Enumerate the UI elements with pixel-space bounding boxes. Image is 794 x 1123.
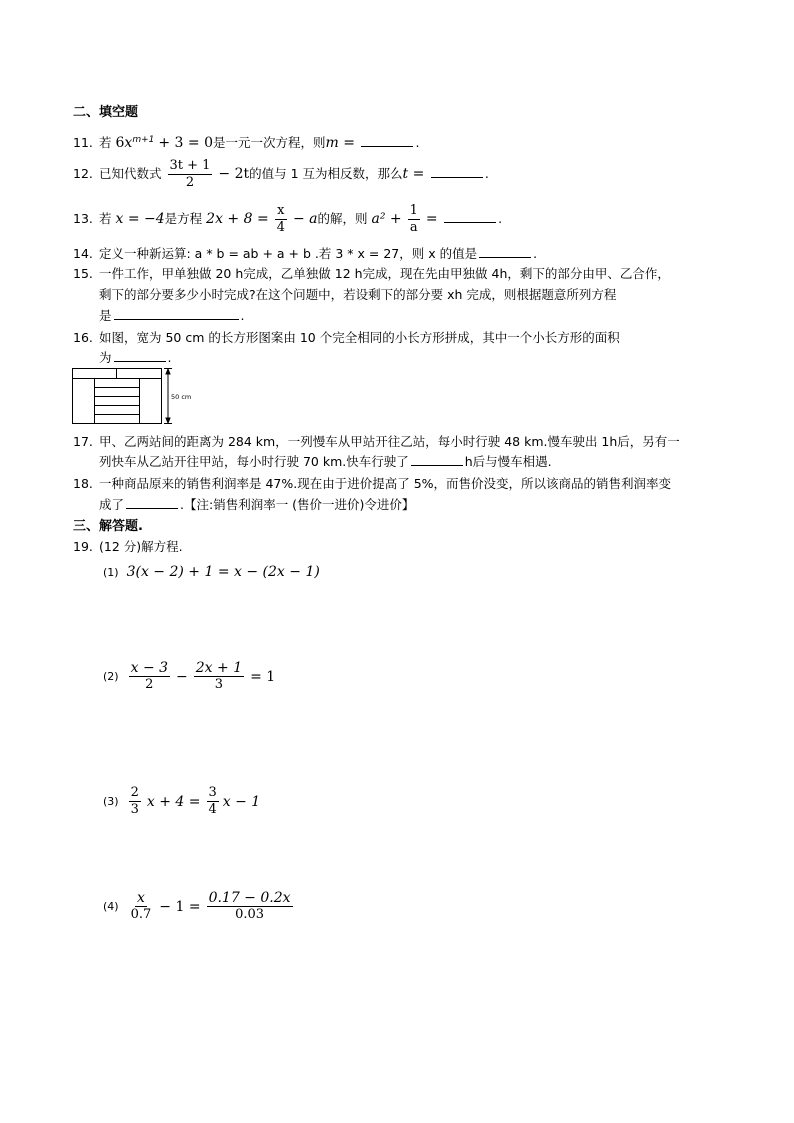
fraction: $\frac{x - 3}{2}$ (130, 660, 169, 692)
section-title-fill: 二、填空题 (73, 105, 139, 120)
question-17: 17. 甲、乙两站间的距离为 284 km，一列慢车从甲站开往乙站，每小时行驶 48 km.慢车驶出 1h后，另有一 (73, 434, 680, 449)
question-11: 11. 若 $6x^{m+1} + 3 = 0$是一元一次方程，则m = . (73, 130, 733, 154)
question-14: 14. 定义一种新运算: a * b = ab + a + b .若 3 * x = 27，则 x 的值是 . (73, 243, 733, 264)
fraction: $\frac{3}{4}$ (208, 785, 217, 817)
answer-blank[interactable] (361, 132, 413, 147)
fraction: $\frac{x}{4}$ (276, 203, 285, 235)
fraction: $\frac{2}{3}$ (130, 785, 139, 817)
rectangle-pattern-figure (72, 368, 202, 426)
question-15: 15. 一件工作，甲单独做 20 h完成，乙单独做 12 h完成，现在先由甲独做 4h，剩下的部分由甲、乙合作， (73, 266, 670, 281)
question-15-line3: 是 . (99, 305, 245, 326)
question-18: 18. 一种商品原来的销售利润率是 47%.现在由于进价提高了 5%，而售价没变，所以该商品的销售利润率变 (73, 476, 672, 491)
section-title-solve: 三、解答题. (73, 519, 143, 534)
figure-width-label: 50 cm (171, 393, 192, 401)
answer-blank[interactable] (479, 243, 531, 258)
question-18-line2: 成了 .【注:销售利润率一 (售价一进价)令进价】 (99, 494, 414, 515)
answer-blank[interactable] (126, 494, 178, 509)
answer-blank[interactable] (431, 163, 483, 178)
equation-4: (4) $\frac{x}{0.7}$ − 1 = $\frac{0.17 - 0.2x}{0.03}$ (103, 890, 291, 922)
question-13: 13. 若 x = −4是方程 2x + 8 = $\frac{x}{4}$ − a的解，则 a² + $\frac{1}{a}$ = . (73, 203, 503, 235)
fraction: $\frac{0.17 - 0.2x}{0.03}$ (208, 890, 291, 922)
fraction: $\frac{2x + 1}{3}$ (195, 660, 243, 692)
question-12: 12. 已知代数式 $\frac{3t + 1}{2}$ − 2t的值与 1 互为相反数，那么t = . (73, 158, 489, 190)
equation-1: (1) 3(x − 2) + 1 = x − (2x − 1) (103, 564, 320, 580)
question-16: 16. 如图，宽为 50 cm 的长方形图案由 10 个完全相同的小长方形拼成，其中一个小长方形的面积 (73, 330, 620, 345)
fraction: $\frac{3t + 1}{2}$ (169, 158, 211, 190)
question-19: 19. (12 分)解方程. (73, 539, 183, 554)
question-15-line2: 剩下的部分要多少小时完成?在这个问题中，若设剩下的部分要 xh 完成，则根据题意所列方程 (99, 287, 617, 302)
question-16-line2: 为 . (99, 347, 172, 368)
answer-blank[interactable] (444, 208, 496, 223)
fraction: $\frac{x}{0.7}$ (130, 890, 152, 922)
question-17-line2: 列快车从乙站开往甲站，每小时行驶 70 km.快车行驶了 h后与慢车相遇. (99, 451, 552, 472)
answer-blank[interactable] (114, 305, 239, 320)
fraction: $\frac{1}{a}$ (409, 203, 418, 235)
answer-blank[interactable] (114, 347, 166, 362)
equation-3: (3) $\frac{2}{3}$ x + 4 = $\frac{3}{4}$ x − 1 (103, 785, 261, 817)
answer-blank[interactable] (411, 451, 463, 466)
equation-2: (2) $\frac{x - 3}{2}$ − $\frac{2x + 1}{3}$ = 1 (103, 660, 276, 692)
